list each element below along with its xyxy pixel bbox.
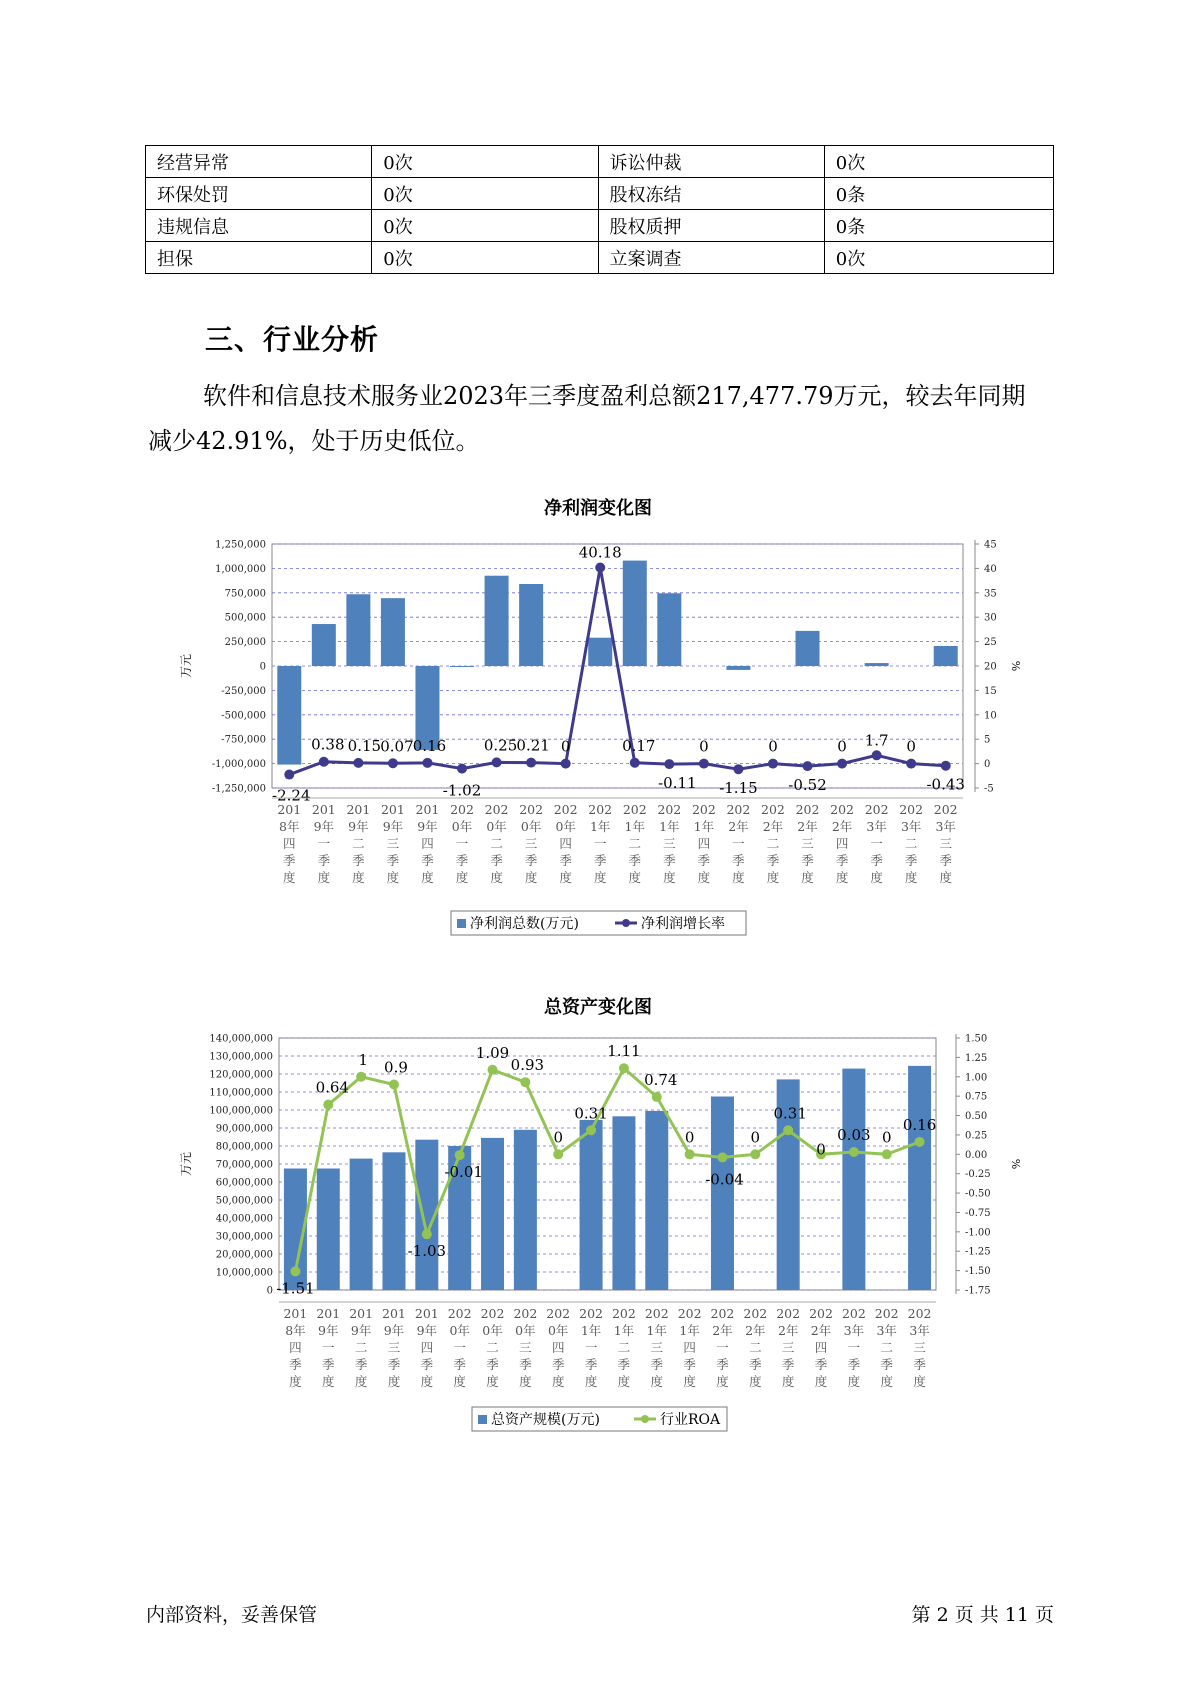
line-point xyxy=(561,759,571,769)
table-label-cell: 违规信息 xyxy=(146,210,372,242)
data-label: 1.09 xyxy=(475,1043,510,1062)
y-tick-label: 50,000,000 xyxy=(215,1195,273,1207)
y-tick-label: 0 xyxy=(259,661,266,673)
x-tick-label: 201 9年三季度 xyxy=(380,802,405,885)
y2-tick-label: 5 xyxy=(984,734,991,746)
y2-tick-label: -1.00 xyxy=(965,1227,991,1239)
line-point xyxy=(803,761,813,771)
line-point xyxy=(768,759,778,769)
data-label: 0 xyxy=(906,737,916,756)
table-row xyxy=(146,210,1054,242)
y-tick-label: 1,250,000 xyxy=(215,539,266,551)
data-label: 0 xyxy=(560,737,571,756)
data-label: -1.02 xyxy=(442,781,482,800)
line-point xyxy=(652,1092,662,1102)
x-tick-label: 202 0年二季度 xyxy=(480,1306,505,1389)
bar xyxy=(588,638,612,666)
data-label: 1.7 xyxy=(864,731,889,750)
y-tick-label: 110,000,000 xyxy=(209,1087,273,1099)
x-tick-label: 202 3年三季度 xyxy=(933,802,958,885)
y2-axis-title: % xyxy=(1009,660,1022,672)
data-label: -0.04 xyxy=(705,1170,744,1189)
table-label-cell: 担保 xyxy=(146,242,372,274)
x-tick-label: 202 3年三季度 xyxy=(907,1306,932,1389)
line-point xyxy=(915,1137,925,1147)
data-label: 0 xyxy=(553,1128,563,1147)
y-axis-title: 万元 xyxy=(179,653,193,679)
y-tick-label: 140,000,000 xyxy=(209,1033,273,1045)
y2-tick-label: 0 xyxy=(984,759,991,771)
table-label-cell: 经营异常 xyxy=(146,146,372,178)
x-tick-label: 202 0年四季度 xyxy=(553,802,578,885)
y2-tick-label: -5 xyxy=(984,783,994,795)
line-point xyxy=(685,1149,695,1159)
y2-tick-label: -0.50 xyxy=(965,1188,991,1200)
bar xyxy=(382,1152,405,1290)
x-tick-label: 202 1年三季度 xyxy=(644,1306,669,1389)
x-tick-label: 202 0年一季度 xyxy=(450,802,474,885)
line-point xyxy=(882,1149,892,1159)
y2-axis-title: % xyxy=(1009,1158,1022,1170)
bar xyxy=(657,593,681,666)
legend-line-marker xyxy=(622,919,630,927)
data-label: 0.9 xyxy=(384,1058,408,1077)
risk-summary-table xyxy=(145,145,1054,274)
y-tick-label: 90,000,000 xyxy=(215,1123,273,1135)
table-value-cell: 0条 xyxy=(824,210,1053,242)
data-label: 0.31 xyxy=(574,1104,608,1123)
x-tick-label: 202 2年二季度 xyxy=(743,1306,768,1389)
analysis-text: 软件和信息技术服务业2023年三季度盈利总额217,477.79万元，较去年同期减少42.91%，处于历史低位。 xyxy=(148,382,1026,455)
line-point xyxy=(619,1063,629,1073)
x-tick-label: 202 1年一季度 xyxy=(579,1306,604,1389)
data-label: 0.31 xyxy=(773,1104,807,1123)
line-point xyxy=(388,758,398,768)
y-tick-label: 250,000 xyxy=(224,637,266,649)
table-label-cell: 股权质押 xyxy=(598,210,824,242)
x-tick-label: 201 8年四季度 xyxy=(277,802,302,885)
line-point xyxy=(284,770,294,780)
legend-line-label: 净利润增长率 xyxy=(641,916,725,932)
y2-tick-label: -1.50 xyxy=(965,1266,991,1278)
line-point xyxy=(717,1152,727,1162)
bar xyxy=(450,666,474,667)
y2-tick-label: 35 xyxy=(984,588,997,600)
line-point xyxy=(457,764,467,774)
data-label: -0.43 xyxy=(926,775,965,794)
data-label: 0.74 xyxy=(644,1070,678,1089)
y2-tick-label: 1.50 xyxy=(965,1033,988,1045)
bar xyxy=(711,1097,734,1291)
line-point xyxy=(455,1150,465,1160)
bar xyxy=(312,624,336,666)
line-point xyxy=(849,1147,859,1157)
x-tick-label: 202 0年三季度 xyxy=(513,1306,538,1389)
x-tick-label: 202 1年四季度 xyxy=(691,802,716,885)
data-label: -0.11 xyxy=(658,774,697,793)
line-point xyxy=(664,759,674,769)
y2-tick-label: 0.25 xyxy=(965,1130,988,1142)
chart-title-total-assets: 总资产变化图 xyxy=(544,997,652,1018)
data-label: 0.15 xyxy=(347,736,382,755)
line-point xyxy=(941,761,951,771)
data-label: 0.64 xyxy=(315,1078,349,1097)
line-point xyxy=(319,757,329,767)
y-tick-label: -500,000 xyxy=(221,710,266,722)
table-row xyxy=(146,242,1054,274)
y-tick-label: 1,000,000 xyxy=(215,563,266,575)
data-label: 0.38 xyxy=(311,735,345,754)
data-label: 0.17 xyxy=(622,736,656,755)
y-tick-label: -250,000 xyxy=(221,685,266,697)
y-tick-label: 500,000 xyxy=(224,612,266,624)
chart-title-net-profit: 净利润变化图 xyxy=(544,498,652,519)
x-tick-label: 201 9年一季度 xyxy=(316,1306,341,1389)
data-label: 0.93 xyxy=(510,1056,545,1075)
bar xyxy=(645,1111,668,1290)
data-label: 1 xyxy=(358,1050,368,1069)
analysis-paragraph xyxy=(148,374,1048,464)
table-value-cell: 0条 xyxy=(824,178,1053,210)
line-point xyxy=(733,764,743,774)
bar xyxy=(842,1069,865,1290)
line-point xyxy=(422,1229,432,1239)
line-point xyxy=(837,759,847,769)
x-tick-label: 202 2年一季度 xyxy=(710,1306,735,1389)
bar xyxy=(519,584,543,666)
data-label: 0 xyxy=(750,1128,761,1147)
y2-tick-label: 1.00 xyxy=(965,1072,988,1084)
data-label: 1.11 xyxy=(607,1042,641,1061)
table-label-cell: 立案调查 xyxy=(598,242,824,274)
table-value-cell: 0次 xyxy=(824,146,1053,178)
line-point xyxy=(630,758,640,768)
data-label: -0.52 xyxy=(788,776,827,795)
y-tick-label: 750,000 xyxy=(224,588,266,600)
y2-tick-label: 0.75 xyxy=(965,1091,988,1103)
bar xyxy=(623,561,647,666)
data-label: 0 xyxy=(768,737,778,756)
data-label: -2.24 xyxy=(272,786,311,805)
section-heading: 三、行业分析 xyxy=(205,323,380,356)
data-label: 0 xyxy=(684,1128,695,1147)
bar xyxy=(580,1120,603,1290)
x-tick-label: 201 9年四季度 xyxy=(415,802,440,885)
y-tick-label: 130,000,000 xyxy=(209,1051,273,1063)
data-label: -1.15 xyxy=(719,779,758,798)
legend-bar-swatch xyxy=(457,919,466,928)
x-tick-label: 202 0年四季度 xyxy=(546,1306,571,1389)
x-tick-label: 202 0年三季度 xyxy=(519,802,544,885)
y-tick-label: 40,000,000 xyxy=(215,1213,273,1225)
x-tick-label: 202 1年二季度 xyxy=(622,802,647,885)
table-value-cell: 0次 xyxy=(372,242,598,274)
y2-tick-label: 10 xyxy=(984,710,997,722)
x-tick-label: 202 1年三季度 xyxy=(657,802,682,885)
bar xyxy=(612,1116,635,1290)
x-tick-label: 202 2年三季度 xyxy=(795,802,820,885)
line-point xyxy=(750,1149,760,1159)
y2-tick-label: -0.25 xyxy=(965,1169,991,1181)
footer-page-number: 第 2 页 共 11 页 xyxy=(911,1604,1054,1626)
y-tick-label: -750,000 xyxy=(221,734,266,746)
y-tick-label: 100,000,000 xyxy=(209,1105,273,1117)
data-label: 0 xyxy=(837,737,847,756)
table-row xyxy=(146,178,1054,210)
net-profit-chart xyxy=(0,520,1191,990)
x-tick-label: 201 9年四季度 xyxy=(414,1306,439,1389)
y-tick-label: 80,000,000 xyxy=(215,1141,273,1153)
bar xyxy=(346,594,370,666)
y2-tick-label: 45 xyxy=(984,539,997,551)
line-point xyxy=(290,1266,300,1276)
legend-bar-label: 总资产规模(万元) xyxy=(491,1412,600,1428)
y2-tick-label: 20 xyxy=(984,661,997,673)
y2-tick-label: 30 xyxy=(984,612,997,624)
y2-tick-label: 0.00 xyxy=(965,1149,988,1161)
data-label: 0.16 xyxy=(412,736,447,755)
legend-bar-swatch xyxy=(478,1415,487,1424)
y-tick-label: 60,000,000 xyxy=(215,1177,273,1189)
x-tick-label: 201 8年四季度 xyxy=(283,1306,308,1389)
y2-tick-label: 25 xyxy=(984,637,997,649)
y2-tick-label: -1.75 xyxy=(965,1285,991,1297)
data-label: 0 xyxy=(881,1128,892,1147)
y-tick-label: 70,000,000 xyxy=(215,1159,273,1171)
y-tick-label: 120,000,000 xyxy=(209,1069,273,1081)
x-tick-label: 202 2年一季度 xyxy=(726,802,751,885)
x-tick-label: 202 3年一季度 xyxy=(841,1306,866,1389)
data-label: 0.07 xyxy=(380,737,414,756)
bar xyxy=(934,646,958,666)
line-point xyxy=(783,1125,793,1135)
data-label: -0.01 xyxy=(444,1163,483,1182)
x-tick-label: 202 0年二季度 xyxy=(484,802,509,885)
y-tick-label: 20,000,000 xyxy=(215,1249,273,1261)
x-tick-label: 201 9年三季度 xyxy=(382,1306,406,1389)
bar xyxy=(514,1130,537,1290)
table-value-cell: 0次 xyxy=(372,146,598,178)
data-label: 0.25 xyxy=(483,736,518,755)
data-label: 0 xyxy=(816,1140,826,1159)
y2-tick-label: 15 xyxy=(984,685,997,697)
x-tick-label: 202 3年二季度 xyxy=(874,1306,899,1389)
line-point xyxy=(389,1080,399,1090)
bar xyxy=(485,576,509,666)
table-label-cell: 股权冻结 xyxy=(598,178,824,210)
line-point xyxy=(699,759,709,769)
data-label: 0.03 xyxy=(837,1125,871,1144)
line-point xyxy=(422,758,432,768)
y-axis-title: 万元 xyxy=(179,1151,193,1177)
x-tick-label: 202 3年一季度 xyxy=(864,802,889,885)
y-tick-label: 0 xyxy=(266,1285,273,1297)
line-point xyxy=(520,1077,530,1087)
y-tick-label: 10,000,000 xyxy=(215,1267,273,1279)
y2-tick-label: 1.25 xyxy=(965,1052,988,1064)
y2-tick-label: 40 xyxy=(984,563,997,575)
data-label: 0.16 xyxy=(902,1115,937,1134)
x-tick-label: 202 1年一季度 xyxy=(588,802,613,885)
y-tick-label: 30,000,000 xyxy=(215,1231,273,1243)
total-assets-chart xyxy=(0,1018,1191,1448)
line-point xyxy=(323,1100,333,1110)
x-tick-label: 202 1年二季度 xyxy=(611,1306,636,1389)
table-value-cell: 0次 xyxy=(372,210,598,242)
x-tick-label: 201 9年二季度 xyxy=(349,1306,374,1389)
x-tick-label: 202 2年三季度 xyxy=(776,1306,801,1389)
table-value-cell: 0次 xyxy=(372,178,598,210)
x-tick-label: 202 2年四季度 xyxy=(809,1306,833,1389)
data-label: 0 xyxy=(699,737,709,756)
line-point xyxy=(526,758,536,768)
y2-tick-label: -1.25 xyxy=(965,1246,991,1258)
table-row xyxy=(146,146,1054,178)
x-tick-label: 202 3年二季度 xyxy=(899,802,924,885)
data-label: 0.21 xyxy=(516,736,550,755)
bar xyxy=(796,631,820,666)
footer-confidential: 内部资料，妥善保管 xyxy=(146,1604,318,1626)
line-point xyxy=(586,1125,596,1135)
table-label-cell: 诉讼仲裁 xyxy=(598,146,824,178)
legend-line-marker xyxy=(641,1415,649,1423)
x-tick-label: 202 0年一季度 xyxy=(447,1306,472,1389)
x-tick-label: 202 1年四季度 xyxy=(677,1306,702,1389)
line-point xyxy=(353,758,363,768)
legend-bar-label: 净利润总数(万元) xyxy=(470,916,579,932)
bar xyxy=(277,666,301,765)
y2-tick-label: 0.50 xyxy=(965,1111,988,1123)
legend-line-label: 行业ROA xyxy=(660,1412,721,1428)
line-point xyxy=(906,759,916,769)
table-value-cell: 0次 xyxy=(824,242,1053,274)
line-point xyxy=(356,1072,366,1082)
bar xyxy=(381,598,405,666)
line-point xyxy=(595,563,605,573)
y-tick-label: -1,000,000 xyxy=(211,759,266,771)
line-point xyxy=(488,1065,498,1075)
bar xyxy=(908,1066,931,1290)
bar xyxy=(865,663,889,666)
y2-tick-label: -0.75 xyxy=(965,1207,991,1219)
x-tick-label: 201 9年二季度 xyxy=(346,802,371,885)
bar xyxy=(317,1169,340,1291)
table-label-cell: 环保处罚 xyxy=(146,178,372,210)
bar xyxy=(726,666,750,670)
bar xyxy=(350,1159,373,1290)
bar xyxy=(481,1138,504,1290)
x-tick-label: 201 9年一季度 xyxy=(311,802,336,885)
data-label: 40.18 xyxy=(578,543,622,562)
line-point xyxy=(872,750,882,760)
x-tick-label: 202 2年二季度 xyxy=(761,802,785,885)
data-label: -1.51 xyxy=(276,1279,315,1298)
data-label: -1.03 xyxy=(407,1242,447,1261)
line-point xyxy=(553,1149,563,1159)
y-tick-label: -1,250,000 xyxy=(211,783,266,795)
line-point xyxy=(492,757,502,767)
x-tick-label: 202 2年四季度 xyxy=(830,802,855,885)
